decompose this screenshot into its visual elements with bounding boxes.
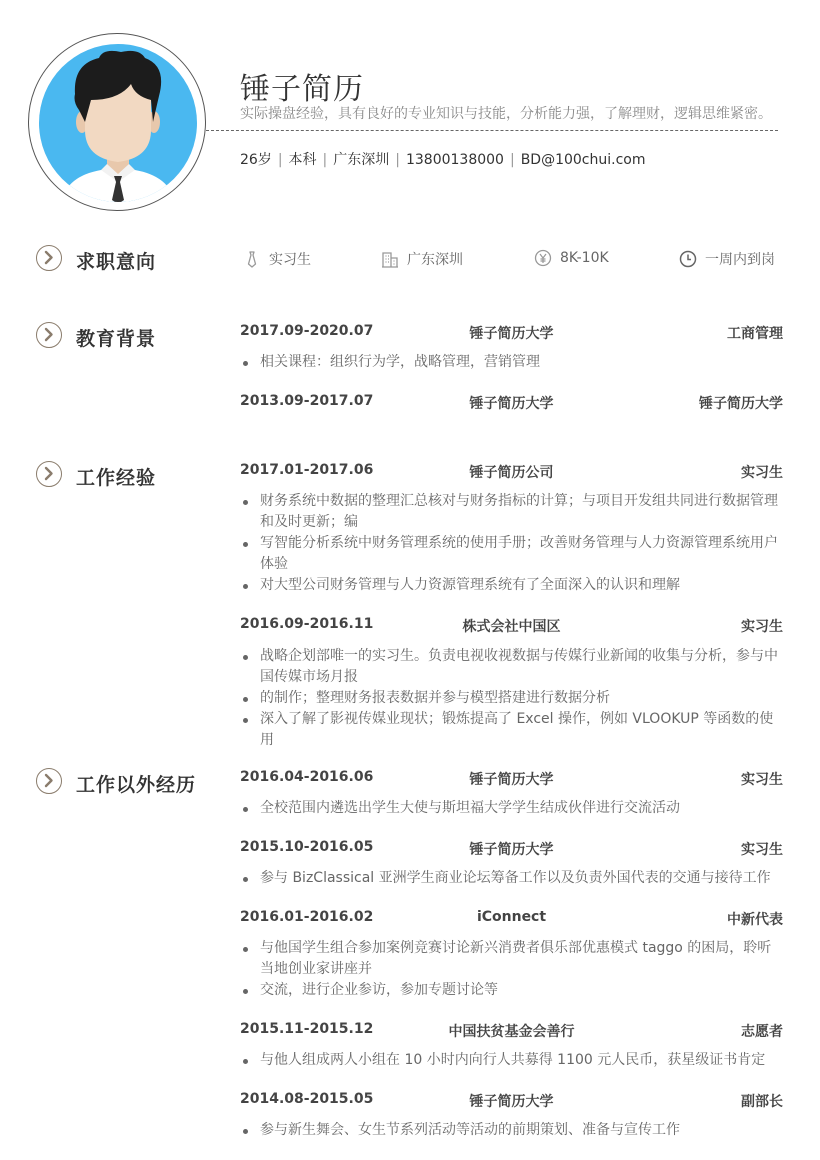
entry-role: 志愿者 xyxy=(741,1024,783,1040)
entry-organization: 锤子简历大学 xyxy=(469,326,554,342)
avatar xyxy=(39,44,197,202)
bullet-item: 参与 BizClassical 亚洲学生商业论坛筹备工作以及负责外国代表的交通与接待工作 xyxy=(240,868,785,889)
entry-header xyxy=(240,462,783,482)
entry-role: 实习生 xyxy=(741,465,783,481)
entry-role: 实习生 xyxy=(741,842,783,858)
bullet-item: 深入了解了影视传媒业现状；锻炼提高了 Excel 操作，例如 VLOOKUP 等函数的使用 xyxy=(240,709,785,751)
entry-bullets xyxy=(240,1120,785,1141)
contact-degree: 本科 xyxy=(288,152,317,168)
entry-organization: 锤子简历大学 xyxy=(469,772,554,788)
contact-line xyxy=(240,149,645,169)
chevron-right-icon xyxy=(36,768,62,794)
bullet-item: 对大型公司财务管理与人力资源管理系统有了全面深入的认识和理解 xyxy=(240,575,785,596)
entry-date: 2016.09-2016.11 xyxy=(240,616,374,632)
entry-bullets xyxy=(240,798,785,819)
entry-header xyxy=(240,769,783,789)
entry-role: 实习生 xyxy=(741,619,783,635)
intent-job-type-label: 实习生 xyxy=(269,252,311,268)
entry-date: 2017.01-2017.06 xyxy=(240,462,374,478)
entry-date: 2015.10-2016.05 xyxy=(240,839,374,855)
bullet-item: 与他国学生组合参加案例竞赛讨论新兴消费者俱乐部优惠模式 taggo 的困局，聆听当地创业家讲座并 xyxy=(240,938,785,980)
entry-bullets xyxy=(240,868,785,889)
entry-role: 中新代表 xyxy=(727,912,783,928)
entry-header xyxy=(240,909,783,929)
intent-salary-label: 8K-10K xyxy=(560,250,609,266)
contact-age: 26岁 xyxy=(240,152,272,168)
entry-header xyxy=(240,1021,783,1041)
candidate-tagline: 实际操盘经验，具有良好的专业知识与技能，分析能力强，了解理财，逻辑思维紧密。 xyxy=(240,106,772,122)
candidate-name: 锤子简历 xyxy=(240,72,364,107)
entry-header xyxy=(240,393,783,413)
contact-separator: | xyxy=(277,152,283,168)
section-title-education: 教育背景 xyxy=(76,328,157,350)
entry-organization: 株式会社中国区 xyxy=(462,619,561,635)
chevron-right-icon xyxy=(36,245,62,271)
entry-role: 实习生 xyxy=(741,772,783,788)
bullet-item: 参与新生舞会、女生节系列活动等活动的前期策划、准备与宣传工作 xyxy=(240,1120,785,1141)
header-divider xyxy=(206,130,778,131)
intent-availability xyxy=(679,249,775,269)
entry-role: 工商管理 xyxy=(727,326,783,342)
yen-icon xyxy=(534,249,552,267)
entry-organization: 锤子简历大学 xyxy=(469,1094,554,1110)
bullet-item: 财务系统中数据的整理汇总核对与财务指标的计算；与项目开发组共同进行数据管理和及时更新；编 xyxy=(240,491,785,533)
entry-date: 2015.11-2015.12 xyxy=(240,1021,374,1037)
entry-bullets xyxy=(240,1050,785,1071)
section-title-other-experience: 工作以外经历 xyxy=(76,774,197,796)
contact-separator: | xyxy=(395,152,400,168)
entry-organization: 中国扶贫基金会善行 xyxy=(448,1024,575,1040)
bullet-item: 的制作；整理财务报表数据并参与模型搭建进行数据分析 xyxy=(240,688,785,709)
entry-organization: iConnect xyxy=(476,909,547,925)
intent-location-label: 广东深圳 xyxy=(407,252,463,268)
contact-location: 广东深圳 xyxy=(333,152,390,168)
entry-date: 2016.04-2016.06 xyxy=(240,769,374,785)
entry-date: 2017.09-2020.07 xyxy=(240,323,374,339)
tie-icon xyxy=(243,250,261,268)
contact-separator: | xyxy=(509,152,515,168)
entry-organization: 锤子简历公司 xyxy=(469,465,554,481)
bullet-item: 与他人组成两人小组在 10 小时内向行人共募得 1100 元人民币，获星级证书肯定 xyxy=(240,1050,785,1071)
entry-bullets xyxy=(240,646,785,751)
entry-date: 2016.01-2016.02 xyxy=(240,909,374,925)
entry-bullets xyxy=(240,491,785,596)
entry-bullets xyxy=(240,352,785,373)
entry-header xyxy=(240,1091,783,1111)
intent-availability-label: 一周内到岗 xyxy=(705,252,775,268)
bullet-item: 相关课程：组织行为学，战略管理，营销管理 xyxy=(240,352,785,373)
entry-date: 2013.09-2017.07 xyxy=(240,393,374,409)
clock-icon xyxy=(679,250,697,268)
section-title-intent: 求职意向 xyxy=(76,251,157,273)
bullet-item: 交流，进行企业参访，参加专题讨论等 xyxy=(240,980,785,1001)
intent-location xyxy=(381,249,463,269)
entry-role: 副部长 xyxy=(741,1094,783,1110)
bullet-item: 战略企划部唯一的实习生。负责电视收视数据与传媒行业新闻的收集与分析，参与中国传媒市场月报 xyxy=(240,646,785,688)
section-title-work: 工作经验 xyxy=(76,467,157,489)
entry-bullets xyxy=(240,938,785,1001)
contact-phone: 13800138000 xyxy=(405,152,504,168)
entry-header xyxy=(240,839,783,859)
entry-organization: 锤子简历大学 xyxy=(469,396,554,412)
contact-separator: | xyxy=(322,152,328,168)
entry-date: 2014.08-2015.05 xyxy=(240,1091,374,1107)
entry-header xyxy=(240,616,783,636)
building-icon xyxy=(381,250,399,268)
intent-salary xyxy=(534,249,609,267)
bullet-item: 写智能分析系统中财务管理系统的使用手册；改善财务管理与人力资源管理系统用户体验 xyxy=(240,533,785,575)
chevron-right-icon xyxy=(36,322,62,348)
entry-organization: 锤子简历大学 xyxy=(469,842,554,858)
entry-role: 锤子简历大学 xyxy=(699,396,783,412)
contact-email: BD@100chui.com xyxy=(520,152,646,168)
bullet-item: 全校范围内遴选出学生大使与斯坦福大学学生结成伙伴进行交流活动 xyxy=(240,798,785,819)
entry-header xyxy=(240,323,783,343)
intent-job-type xyxy=(243,249,311,269)
chevron-right-icon xyxy=(36,461,62,487)
